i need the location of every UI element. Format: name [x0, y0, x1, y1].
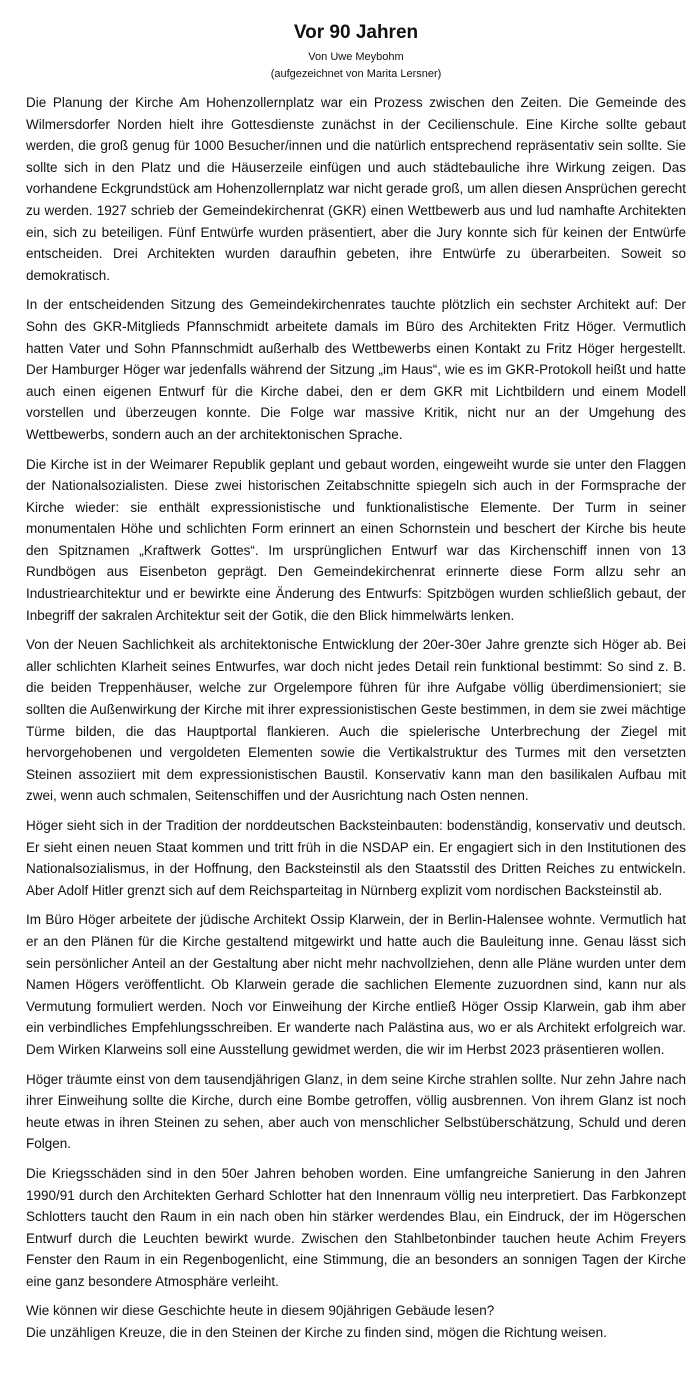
- paragraph-5: Höger sieht sich in der Tradition der norddeutschen Backsteinbauten: bodenständig, konservativ und deutsch. Er sieht einen neuen Staat kommen und tritt früh in die NSDAP ein. Er engagiert sich in den Institutionen des Nationalsozialismus, in der Hoffnung, den Backsteinstil als den Staatsstil des Dritten Reiches zu entwickeln. Aber Adolf Hitler grenzt sich auf dem Reichsparteitag in Nürnberg explizit vom nordischen Backsteinstil ab.: [26, 818, 686, 898]
- author-line: Von Uwe Meybohm: [308, 51, 404, 63]
- paragraph-1: Die Planung der Kirche Am Hohenzollernplatz war ein Prozess zwischen den Zeiten. Die Gemeinde des Wilmersdorfer Norden hielt ihre Gottesdienste zunächst in der Cecilienschule. Eine Kirche sollte gebaut werden, die groß genug für 1000 Besucher/innen und die natürlich entsprechend repräsentativ sein sollte. Sie sollte sich in den Platz und die Häuserzeile einfügen und auch städtebauliche ihre Wirkung zeigen. Das vorhandene Eckgrundstück am Hohenzollernplatz war nicht gerade groß, um allen diesen Ansprüchen gerecht zu werden. 1927 schrieb der Gemeindekirchenrat (GKR) einen Wettbewerb aus und lud namhafte Architekten ein, sich zu beteiligen. Fünf Entwürfe wurden präsentiert, aber die Jury konnte sich für keinen der Entwürfe entscheiden. Drei Architekten wurden daraufhin gebeten, ihre Entwürfe zu überarbeiten. Soweit so demokratisch.: [26, 95, 686, 283]
- recorded-by-line: (aufgezeichnet von Marita Lersner): [270, 68, 442, 80]
- paragraph-2: In der entscheidenden Sitzung des Gemeindekirchenrates tauchte plötzlich ein sechster Architekt auf: Der Sohn des GKR-Mitglieds Pfannschmidt arbeitete damals im Büro des Architekten Fritz Höger. Vermutlich hatten Vater und Sohn Pfannschmidt außerhalb des Wettbewerbs einen Kontakt zu Fritz Höger hergestellt. Der Hamburger Höger war jedenfalls während der Sitzung „im Haus“, wie es im GKR-Protokoll heißt und hatte auch einen eigenen Entwurf für die Kirche dabei, den er dem GKR mit Lichtbildern und einem Modell vorstellen und überzeugen konnte. Die Folge war massive Kritik, nicht nur an der Umgehung des Wettbewerbs, sondern auch an der architektonischen Sprache.: [26, 297, 686, 442]
- paragraph-3: Die Kirche ist in der Weimarer Republik geplant und gebaut worden, eingeweiht wurde sie unter den Flaggen der Nationalsozialisten. Diese zwei historischen Zeitabschnitte spiegeln sich auch in der Formsprache der Kirche wieder: sie enthält expressionistische und funktionalistische Elemente. Der Turm in seiner monumentalen Höhe und schlichten Form erinnert an einen Schornstein und beschert der Kirche bis heute den Spitznamen „Kraftwerk Gottes“. Im ursprünglichen Entwurf war das Kirchenschiff innen von 13 Rundbögen aus Eisenbeton geprägt. Den Gemeindekirchenrat erinnerte diese Form allzu sehr an Industriearchitektur und er bewirkte eine Änderung des Entwurfs: Spitzbögen wurden schließlich gebaut, der Inbegriff der sakralen Architektur seit der Gotik, die den Blick himmelwärts lenken.: [26, 456, 686, 623]
- paragraph-7: Höger träumte einst von dem tausendjährigen Glanz, in dem seine Kirche strahlen sollte. Nur zehn Jahre nach ihrer Einweihung sollte die Kirche, durch eine Bombe getroffen, völlig ausbrennen. Von ihrem Glanz ist noch heute etwas in ihren Steinen zu sehen, aber auch von menschlicher Selbstüberschätzung, Schuld und deren Folgen.: [26, 1071, 686, 1152]
- closing-answer: Die unzähligen Kreuze, die in den Steinen der Kirche zu finden sind, mögen die Richtung weisen.: [26, 1325, 607, 1341]
- paragraph-8: Die Kriegsschäden sind in den 50er Jahren behoben worden. Eine umfangreiche Sanierung in den Jahren 1990/91 durch den Architekten Gerhard Schlotter hat den Innenraum völlig neu interpretiert. Das Farbkonzept Schlotters taucht den Raum in ein nach oben hin stärker werdendes Blau, ein Eindruck, der im Högerschen Entwurf durch die Leuchten bewirkt wurde. Zwischen den Stahlbetonbinder tauchen heute Achim Freyers Fenster den Raum in ein Regenbogenlicht, eine Stimmung, die an besonders an sonnigen Tagen der Kirche eine ganz besondere Atmosphäre verleiht.: [26, 1165, 686, 1289]
- paragraph-4: Von der Neuen Sachlichkeit als architektonische Entwicklung der 20er-30er Jahre grenzte sich Höger ab. Bei aller schlichten Klarheit seines Entwurfes, war doch nicht jedes Detail rein funktional bestimmt: So sind z. B. die beiden Treppenhäuser, welche zur Orgelempore führen für ihre Aufgabe völlig überdimensioniert; sie sollten die Außenwirkung der Kirche mit ihrer expressionistischen Geste bestimmen, in dem sie zwei mächtige Türme bilden, die das Hauptportal flankieren. Auch die spielerische Unterbrechung der Ziegel mit hervorgehobenen und vergoldeten Elementen sowie die Vertikalstruktur des Turmes mit den versetzten Steinen assoziiert mit dem expressionistischen Baustil. Konservativ kann man den basilikalen Aufbau mit zwei, wenn auch schmalen, Seitenschiffen und der Ausrichtung nach Osten nennen.: [26, 637, 686, 804]
- article-title: Vor 90 Jahren: [293, 22, 419, 43]
- closing-question: Wie können wir diese Geschichte heute in diesem 90jährigen Gebäude lesen?: [26, 1303, 495, 1319]
- paragraph-6: Im Büro Höger arbeitete der jüdische Architekt Ossip Klarwein, der in Berlin-Halensee wohnte. Vermutlich hat er an den Plänen für die Kirche gestaltend mitgewirkt und hatte auch die Bauleitung inne. Genau lässt sich sein persönlicher Anteil an der Gestaltung aber nicht mehr nachvollziehen, denn alle Pläne wurden unter dem Namen Högers veröffentlicht. Ob Klarwein gerade die sachlichen Elemente zuzuordnen sind, kann nur als Vermutung formuliert werden. Noch vor Einweihung der Kirche entließ Höger Ossip Klarwein, gab ihm aber ein verbindliches Empfehlungsschreiben. Er wanderte nach Palästina aus, wo er als Architekt erfolgreich war. Dem Wirken Klarweins soll eine Ausstellung gewidmet werden, die wir im Herbst 2023 präsentieren wollen.: [26, 912, 686, 1057]
